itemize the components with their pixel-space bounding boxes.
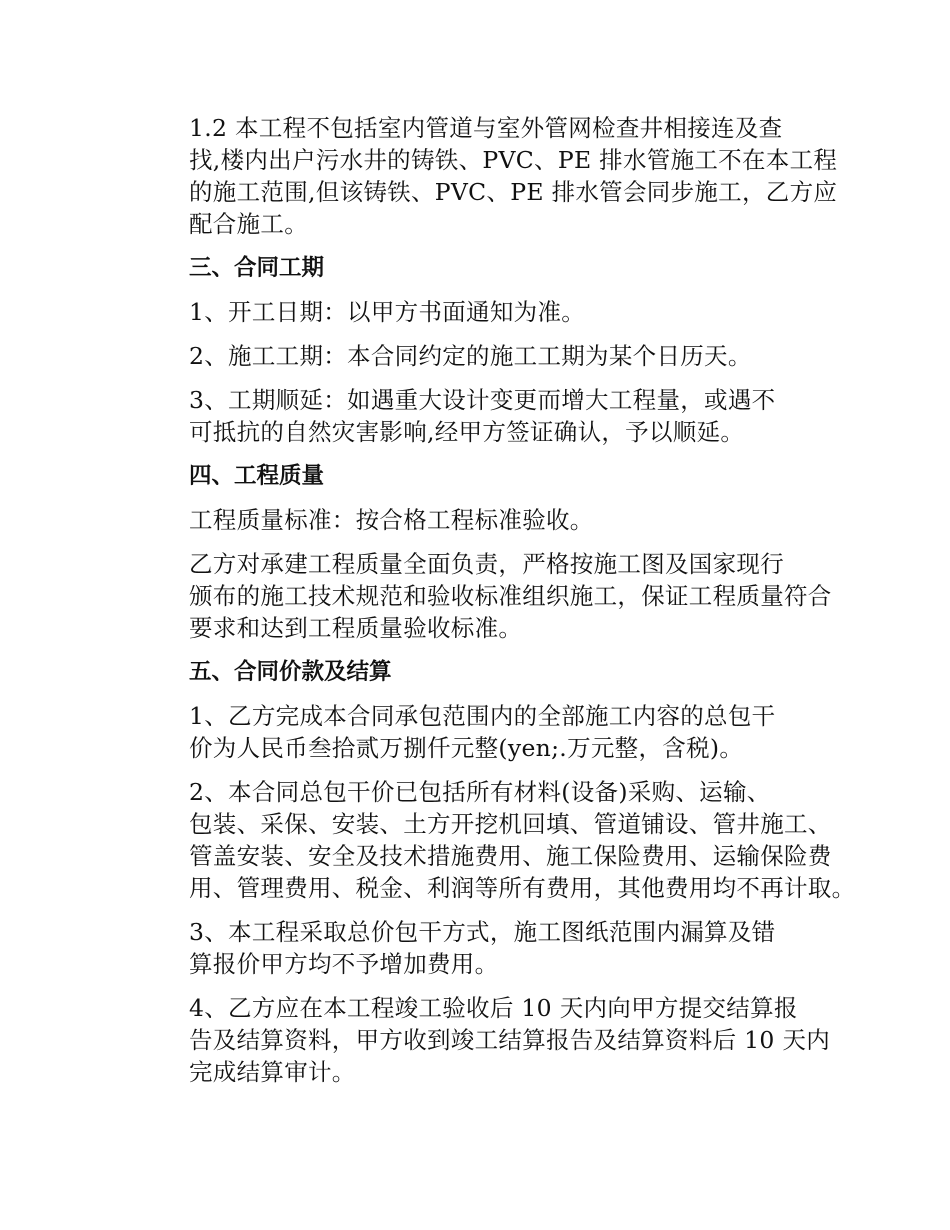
text-line: 2、施工工期：本合同约定的施工工期为某个日历天。 — [189, 342, 752, 370]
text-line: 管盖安装、安全及技术措施费用、施工保险费用、运输保险费 — [189, 842, 832, 870]
text-line: 用、管理费用、税金、利润等所有费用，其他费用均不再计取。 — [189, 874, 856, 902]
text-line: 1、开工日期：以甲方书面通知为准。 — [189, 298, 586, 326]
text-line: 乙方对承建工程质量全面负责，严格按施工图及国家现行 — [189, 550, 784, 578]
text-line: 4、乙方应在本工程竣工验收后 10 天内向甲方提交结算报 — [189, 994, 798, 1022]
text-line: 1.2 本工程不包括室内管道与室外管网检查井相接连及查 — [189, 114, 783, 142]
section-heading-price-settlement: 五、合同价款及结算 — [189, 659, 392, 685]
text-line: 2、本合同总包干价已包括所有材料(设备)采购、运输、 — [189, 778, 771, 806]
clause-quality-responsibility — [142, 548, 832, 644]
text-line: 的施工范围,但该铸铁、PVC、PE 排水管会同步施工，乙方应 — [189, 178, 838, 206]
document-page — [142, 112, 856, 1100]
text-line: 3、本工程采取总价包干方式，施工图纸范围内漏算及错 — [189, 918, 776, 946]
clause-total-price — [142, 700, 832, 764]
text-line: 包装、采保、安装、土方开挖机回填、管道铺设、管井施工、 — [189, 810, 832, 838]
text-line: 3、工期顺延：如遇重大设计变更而增大工程量，或遇不 — [189, 386, 776, 414]
text-line: 颁布的施工技术规范和验收标准组织施工，保证工程质量符合 — [189, 582, 832, 610]
clause-start-date — [142, 296, 832, 328]
clause-construction-period — [142, 340, 832, 372]
text-line: 可抵抗的自然灾害影响,经甲方签证确认，予以顺延。 — [189, 418, 745, 446]
text-line: 1、乙方完成本合同承包范围内的全部施工内容的总包干 — [189, 702, 776, 730]
text-line: 告及结算资料，甲方收到竣工结算报告及结算资料后 10 天内 — [189, 1026, 831, 1054]
clause-1-2 — [142, 112, 838, 240]
text-line: 要求和达到工程质量验收标准。 — [189, 614, 523, 642]
text-line: 算报价甲方均不予增加费用。 — [189, 950, 499, 978]
clause-period-extension — [142, 384, 832, 448]
text-line: 配合施工。 — [189, 210, 308, 238]
clause-price-inclusions — [142, 776, 856, 904]
text-line: 完成结算审计。 — [189, 1058, 356, 1086]
clause-quality-standard — [142, 504, 832, 536]
clause-settlement — [142, 992, 832, 1088]
text-line: 价为人民币叁拾贰万捌仟元整(yen;.万元整，含税)。 — [189, 734, 744, 762]
text-line: 找,楼内出户污水井的铸铁、PVC、PE 排水管施工不在本工程 — [189, 146, 838, 174]
clause-lump-sum — [142, 916, 832, 980]
section-heading-contract-period: 三、合同工期 — [189, 255, 325, 281]
text-line: 工程质量标准：按合格工程标准验收。 — [189, 506, 594, 534]
section-heading-quality: 四、工程质量 — [189, 463, 325, 489]
